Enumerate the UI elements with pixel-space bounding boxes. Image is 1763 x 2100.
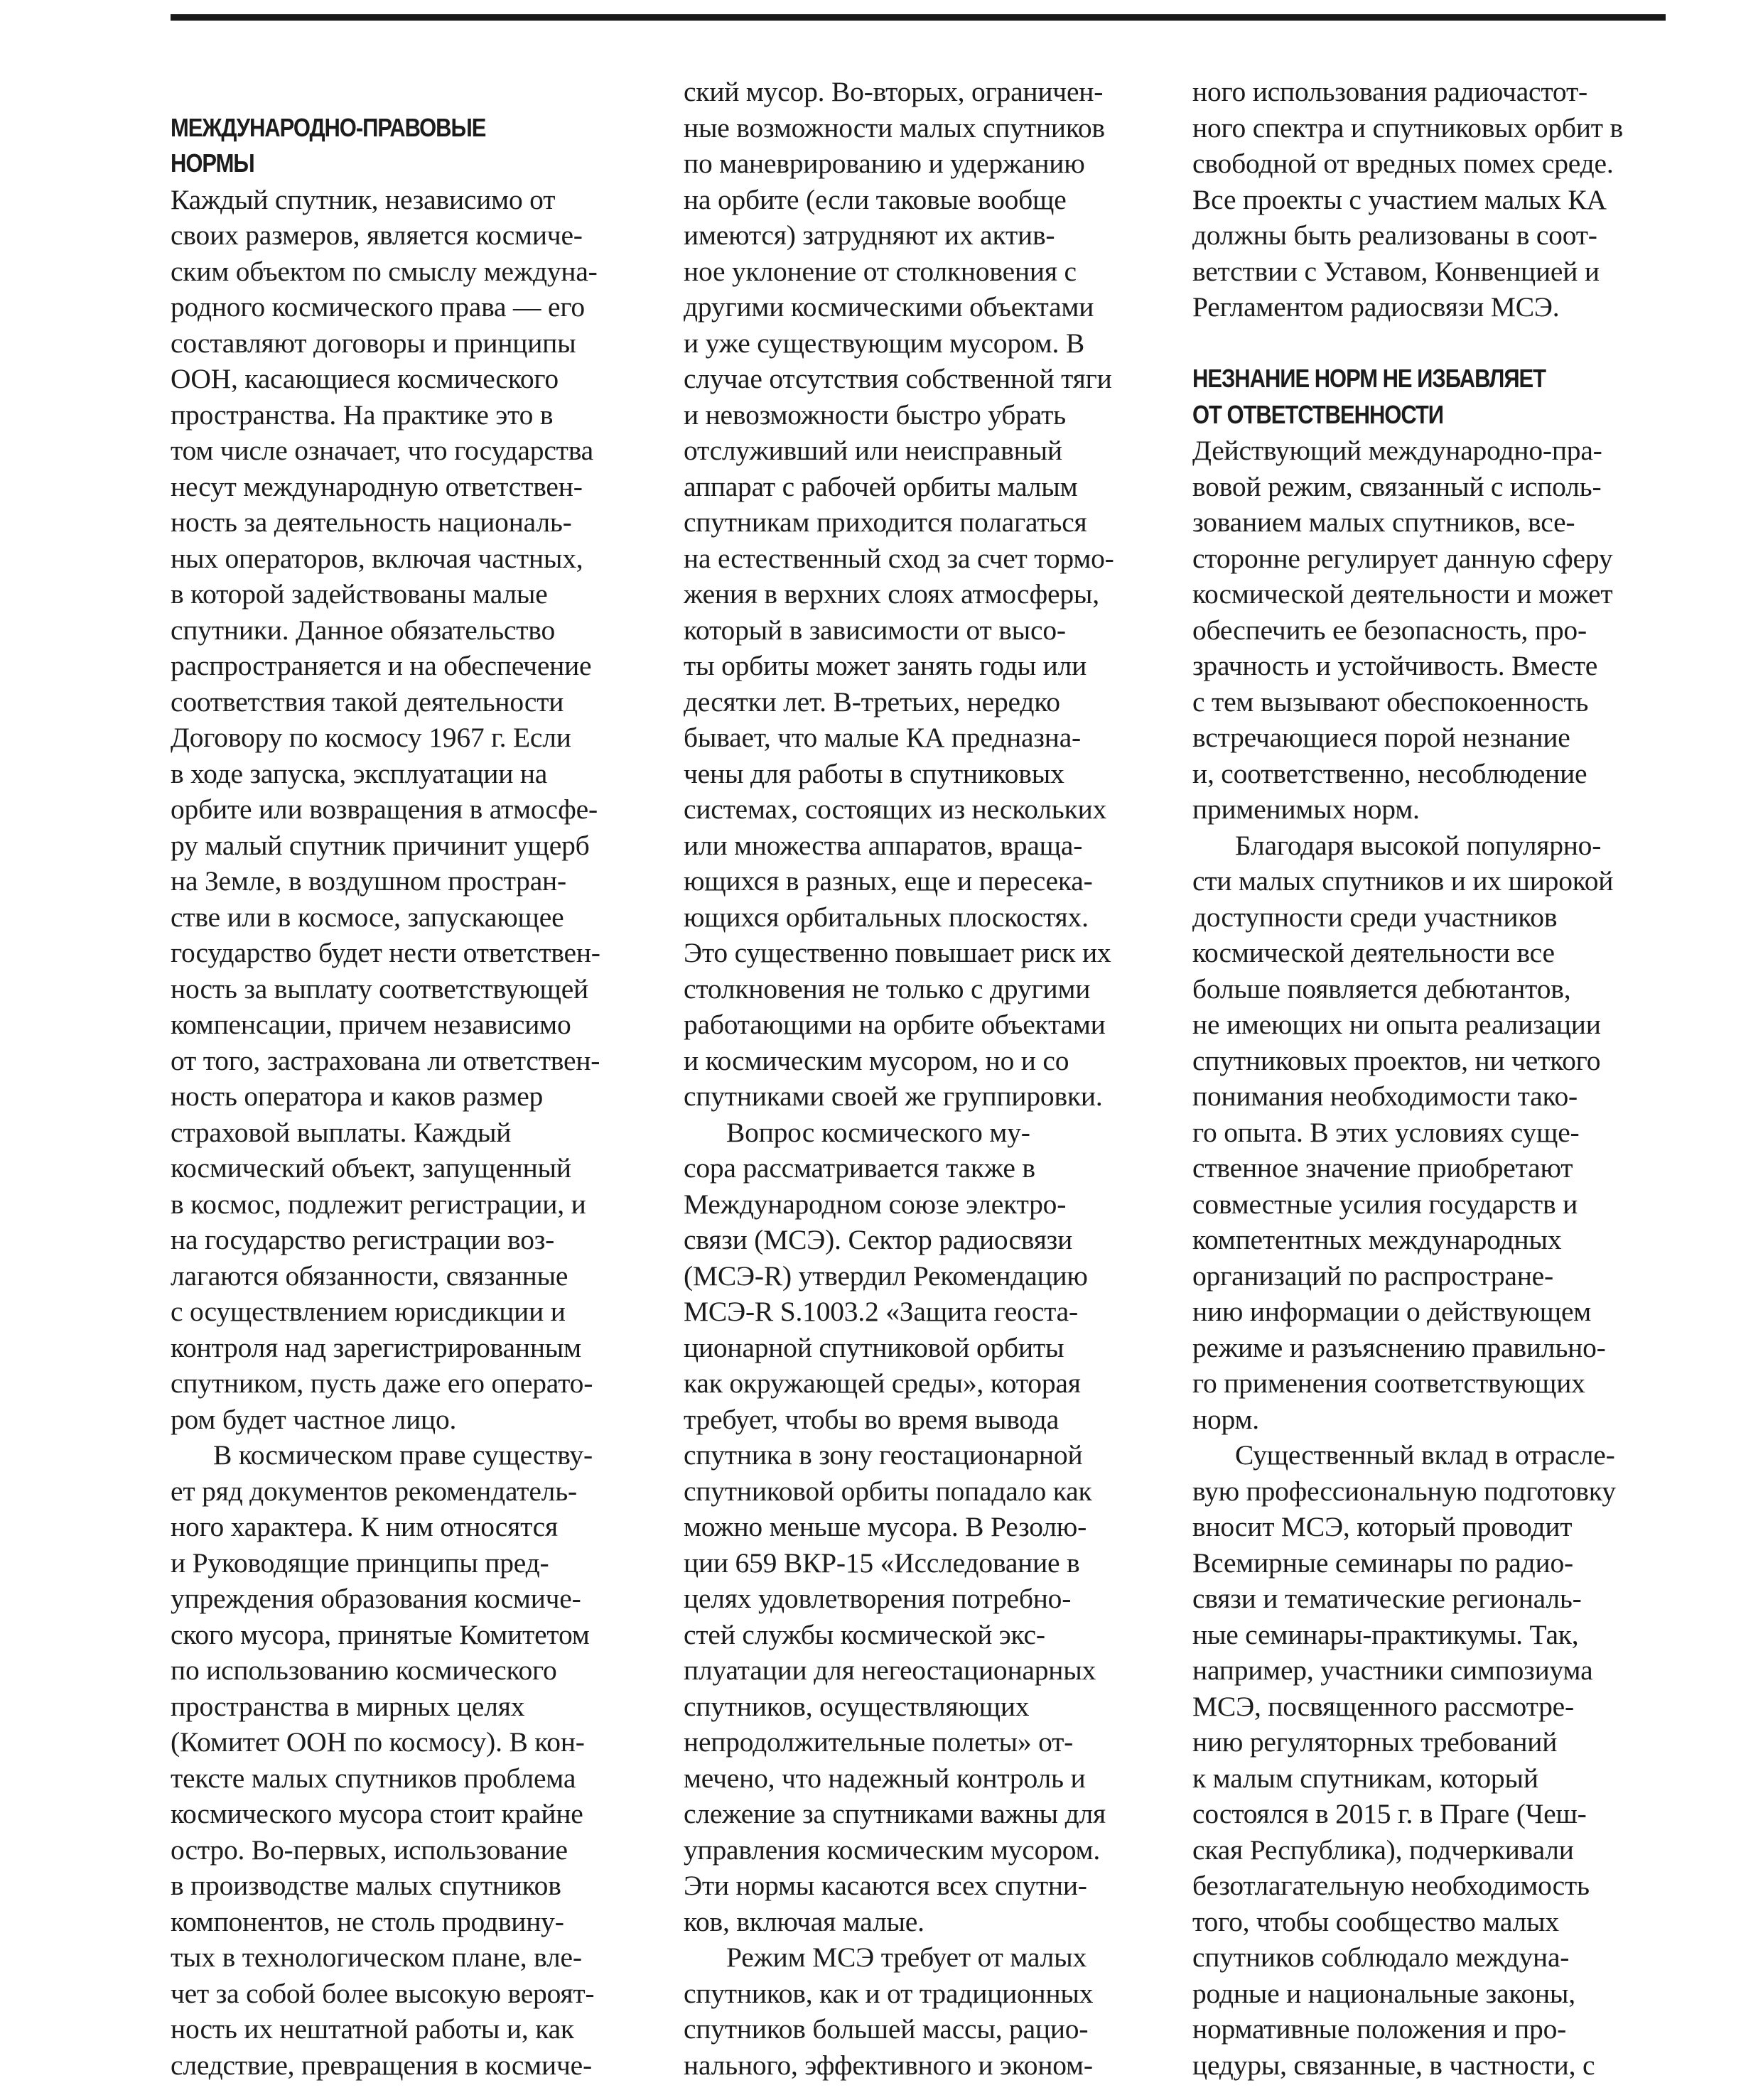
text-line: организаций по распростране-	[1192, 1260, 1553, 1292]
section-heading: ОТ ОТВЕТСТВЕННОСТИ	[1192, 399, 1443, 429]
text-line: в которой задействованы малые	[171, 578, 548, 610]
text-line: нию регуляторных требований	[1192, 1726, 1558, 1758]
article-column-2	[684, 74, 1181, 2083]
text-line: остро. Во-первых, использование	[171, 1834, 568, 1866]
text-line: государство будет нести ответствен-	[171, 937, 600, 968]
text-line: можно меньше мусора. В Резолю-	[684, 1511, 1087, 1542]
text-line: Всемирные семинары по радио-	[1192, 1547, 1573, 1579]
text-line: от того, застрахована ли ответствен-	[171, 1044, 600, 1076]
text-line: случае отсутствия собственной тяги	[684, 363, 1112, 394]
text-line: свободной от вредных помех среде.	[1192, 148, 1614, 179]
text-line: ных операторов, включая частных,	[171, 542, 583, 574]
text-line: режиме и разъяснению правильно-	[1192, 1331, 1606, 1363]
article-column-3	[1192, 74, 1690, 2083]
text-line: и Руководящие принципы пред-	[171, 1547, 549, 1579]
text-line: Действующий международно-пра-	[1192, 435, 1602, 466]
text-line: том числе означает, что государства	[171, 435, 593, 466]
text-line: встречающиеся порой незнание	[1192, 722, 1570, 753]
text-line: и уже существующим мусором. В	[684, 327, 1084, 359]
text-line: пространства. На практике это в	[171, 399, 554, 431]
text-line: отслуживший или неисправный	[684, 435, 1062, 466]
section-heading: МЕЖДУНАРОДНО-ПРАВОВЫЕ	[171, 112, 486, 142]
text-line: нормативные положения и про-	[1192, 2013, 1567, 2045]
text-line: орбите или возвращения в атмосфе-	[171, 794, 598, 825]
text-line: зованием малых спутников, все-	[1192, 507, 1575, 538]
text-line: стей службы космической экс-	[684, 1618, 1045, 1650]
text-line: Благодаря высокой популярно-	[1235, 829, 1602, 861]
text-line: тексте малых спутников проблема	[171, 1762, 576, 1794]
text-line: Режим МСЭ требует от малых	[726, 1942, 1087, 1973]
text-line: на орбите (если таковые вообще	[684, 183, 1067, 215]
text-line: нального, эффективного и эконом-	[684, 2049, 1093, 2081]
text-line: Существенный вклад в отрасле-	[1235, 1439, 1615, 1471]
text-line: компетентных международных	[1192, 1224, 1562, 1255]
text-line: к малым спутникам, который	[1192, 1762, 1538, 1794]
spacer	[1192, 325, 1690, 362]
text-line: го применения соответствующих	[1192, 1368, 1585, 1399]
text-line: системах, состоящих из нескольких	[684, 794, 1107, 825]
text-line: целях удовлетворения потребно-	[684, 1583, 1072, 1614]
text-line: спутников соблюдало междуна-	[1192, 1942, 1570, 1973]
text-line: контроля над зарегистрированным	[171, 1331, 581, 1363]
text-line: бывает, что малые КА предназна-	[684, 722, 1082, 753]
text-line: своих размеров, является космиче-	[171, 220, 583, 251]
text-line: ного использования радиочастот-	[1192, 76, 1587, 107]
text-line: на естественный сход за счет тормо-	[684, 542, 1114, 574]
text-line: в космос, подлежит регистрации, и	[171, 1188, 586, 1220]
text-line: Это существенно повышает риск их	[684, 937, 1111, 968]
text-line: нию информации о действующем	[1192, 1296, 1592, 1327]
text-line: ООН, касающиеся космического	[171, 363, 559, 394]
text-line: того, чтобы сообщество малых	[1192, 1905, 1559, 1937]
text-line: плуатации для негеостационарных	[684, 1655, 1096, 1686]
text-line: следствие, превращения в космиче-	[171, 2049, 592, 2081]
text-line: имеются) затрудняют их актив-	[684, 220, 1055, 251]
text-line: спутникам приходится полагаться	[684, 507, 1087, 538]
text-line: вносит МСЭ, который проводит	[1192, 1511, 1573, 1542]
text-line: компенсации, причем независимо	[171, 1009, 571, 1040]
text-line: соответствия такой деятельности	[171, 686, 564, 718]
text-line: космической деятельности все	[1192, 937, 1555, 968]
text-line: ветствии с Уставом, Конвенцией и	[1192, 255, 1600, 287]
text-line: страховой выплаты. Каждый	[171, 1116, 512, 1148]
text-line: сти малых спутников и их широкой	[1192, 865, 1614, 897]
section-heading: НОРМЫ	[171, 148, 254, 178]
spacer	[171, 74, 668, 110]
text-line: родного космического права — его	[171, 291, 585, 323]
text-line: ского мусора, принятые Комитетом	[171, 1618, 590, 1650]
text-line: ру малый спутник причинит ущерб	[171, 829, 590, 861]
text-line: спутниковых проектов, ни четкого	[1192, 1044, 1601, 1076]
text-line: (Комитет ООН по космосу). В кон-	[171, 1726, 585, 1758]
text-line: мечено, что надежный контроль и	[684, 1762, 1086, 1794]
text-line: безотлагательную необходимость	[1192, 1870, 1590, 1901]
article-column-1	[171, 74, 668, 2083]
text-line: вую профессиональную подготовку	[1192, 1475, 1616, 1507]
text-line: и невозможности быстро убрать	[684, 399, 1066, 431]
text-line: Эти нормы касаются всех спутни-	[684, 1870, 1087, 1901]
text-line: аппарат с рабочей орбиты малым	[684, 470, 1078, 502]
text-line: ное уклонение от столкновения с	[684, 255, 1077, 287]
text-line: ные семинары-практикумы. Так,	[1192, 1618, 1579, 1650]
text-line: Вопрос космического му-	[726, 1116, 1030, 1148]
text-line: ющихся в разных, еще и пересека-	[684, 865, 1093, 897]
text-line: ного характера. К ним относятся	[171, 1511, 558, 1542]
text-line: спутников, осуществляющих	[684, 1690, 1030, 1722]
text-line: управления космическим мусором.	[684, 1834, 1101, 1866]
text-line: ность оператора и каков размер	[171, 1081, 544, 1112]
text-line: состоялся в 2015 г. в Праге (Чеш-	[1192, 1798, 1587, 1829]
text-line: работающими на орбите объектами	[684, 1009, 1106, 1040]
text-line: или множества аппаратов, враща-	[684, 829, 1083, 861]
text-line: на Земле, в воздушном простран-	[171, 865, 566, 897]
text-line: больше появляется дебютантов,	[1192, 973, 1571, 1005]
text-line: космической деятельности и может	[1192, 578, 1613, 610]
text-line: Договору по космосу 1967 г. Если	[171, 722, 571, 753]
text-line: родные и национальные законы,	[1192, 1977, 1575, 2009]
text-line: норм.	[1192, 1403, 1259, 1435]
text-line: Регламентом радиосвязи МСЭ.	[1192, 291, 1560, 323]
text-line: ственное значение приобретают	[1192, 1152, 1573, 1184]
text-line: сторонне регулирует данную сферу	[1192, 542, 1613, 574]
text-line: ные возможности малых спутников	[684, 112, 1105, 144]
text-line: (МСЭ-R) утвердил Рекомендацию	[684, 1260, 1088, 1292]
text-line: космический объект, запущенный	[171, 1152, 571, 1184]
text-line: ская Республика), подчеркивали	[1192, 1834, 1574, 1866]
text-line: вовой режим, связанный с исполь-	[1192, 470, 1602, 502]
text-line: ты орбиты может занять годы или	[684, 650, 1087, 681]
text-line: ков, включая малые.	[684, 1905, 924, 1937]
text-line: упреждения образования космиче-	[171, 1583, 581, 1614]
text-line: цедуры, связанные, в частности, с	[1192, 2049, 1595, 2081]
text-line: с тем вызывают обеспокоенность	[1192, 686, 1589, 718]
text-line: ет ряд документов рекомендатель-	[171, 1475, 577, 1507]
text-line: не имеющих ни опыта реализации	[1192, 1009, 1601, 1040]
text-line: лагаются обязанности, связанные	[171, 1260, 568, 1292]
text-line: с осуществлением юрисдикции и	[171, 1296, 566, 1327]
text-line: применимых норм.	[1192, 794, 1420, 825]
text-line: и, соответственно, несоблюдение	[1192, 757, 1587, 789]
text-line: по маневрированию и удержанию	[684, 148, 1085, 179]
text-line: космического мусора стоит крайне	[171, 1798, 583, 1829]
text-line: ного спектра и спутниковых орбит в	[1192, 112, 1623, 144]
text-line: должны быть реализованы в соот-	[1192, 220, 1597, 251]
text-line: ции 659 ВКР-15 «Исследование в	[684, 1547, 1080, 1579]
text-line: тых в технологическом плане, вле-	[171, 1942, 582, 1973]
text-line: чет за собой более высокую вероят-	[171, 1977, 595, 2009]
text-line: десятки лет. В-третьих, нередко	[684, 686, 1060, 718]
text-line: сора рассматривается также в	[684, 1152, 1035, 1184]
text-line: понимания необходимости тако-	[1192, 1081, 1578, 1112]
text-line: ность за деятельность националь-	[171, 507, 572, 538]
text-line: несут международную ответствен-	[171, 470, 583, 502]
text-line: на государство регистрации воз-	[171, 1224, 555, 1255]
text-line: ность за выплату соответствующей	[171, 973, 588, 1005]
text-line: спутников большей массы, рацио-	[684, 2013, 1089, 2045]
text-line: совместные усилия государств и	[1192, 1188, 1578, 1220]
text-line: и космическим мусором, но и со	[684, 1044, 1069, 1076]
text-line: обеспечить ее безопасность, про-	[1192, 614, 1587, 646]
text-line: например, участники симпозиума	[1192, 1655, 1593, 1686]
text-line: компонентов, не столь продвину-	[171, 1905, 564, 1937]
text-line: связи (МСЭ). Сектор радиосвязи	[684, 1224, 1073, 1255]
text-line: ющихся орбитальных плоскостях.	[684, 901, 1089, 933]
text-line: жения в верхних слоях атмосферы,	[684, 578, 1099, 610]
text-line: другими космическими объектами	[684, 291, 1094, 323]
text-line: составляют договоры и принципы	[171, 327, 576, 359]
text-line: зрачность и устойчивость. Вместе	[1192, 650, 1598, 681]
text-line: В космическом праве существу-	[213, 1439, 593, 1471]
section-heading: НЕЗНАНИЕ НОРМ НЕ ИЗБАВЛЯЕТ	[1192, 364, 1546, 393]
text-line: в ходе запуска, эксплуатации на	[171, 757, 548, 789]
text-line: Все проекты с участием малых КА	[1192, 183, 1607, 215]
text-line: Каждый спутник, независимо от	[171, 183, 556, 215]
text-line: который в зависимости от высо-	[684, 614, 1066, 646]
text-line: слежение за спутниками важны для	[684, 1798, 1106, 1829]
text-line: спутником, пусть даже его операто-	[171, 1368, 593, 1399]
text-line: доступности среди участников	[1192, 901, 1558, 933]
text-line: спутника в зону геостационарной	[684, 1439, 1083, 1471]
text-line: стве или в космосе, запускающее	[171, 901, 564, 933]
text-line: ским объектом по смыслу междуна-	[171, 255, 598, 287]
text-line: Международном союзе электро-	[684, 1188, 1067, 1220]
text-line: пространства в мирных целях	[171, 1690, 525, 1722]
text-line: спутников, как и от традиционных	[684, 1977, 1094, 2009]
text-line: МСЭ-R S.1003.2 «Защита геоста-	[684, 1296, 1078, 1327]
text-line: как окружающей среды», которая	[684, 1368, 1081, 1399]
text-line: ский мусор. Во-вторых, ограничен-	[684, 76, 1104, 107]
text-line: спутниками своей же группировки.	[684, 1081, 1103, 1112]
text-line: распространяется и на обеспечение	[171, 650, 592, 681]
text-line: ность их нештатной работы и, как	[171, 2013, 574, 2045]
text-line: МСЭ, посвященного рассмотре-	[1192, 1690, 1574, 1722]
text-line: непродолжительные полеты» от-	[684, 1726, 1074, 1758]
text-line: го опыта. В этих условиях суще-	[1192, 1116, 1580, 1148]
text-line: чены для работы в спутниковых	[684, 757, 1064, 789]
text-line: ционарной спутниковой орбиты	[684, 1331, 1064, 1363]
text-line: связи и тематические региональ-	[1192, 1583, 1582, 1614]
top-rule	[171, 14, 1666, 21]
text-line: спутники. Данное обязательство	[171, 614, 556, 646]
text-line: ром будет частное лицо.	[171, 1403, 457, 1435]
text-line: в производстве малых спутников	[171, 1870, 561, 1901]
text-line: спутниковой орбиты попадало как	[684, 1475, 1092, 1507]
text-line: столкновения не только с другими	[684, 973, 1091, 1005]
text-line: по использованию космического	[171, 1655, 557, 1686]
text-line: требует, чтобы во время вывода	[684, 1403, 1060, 1435]
